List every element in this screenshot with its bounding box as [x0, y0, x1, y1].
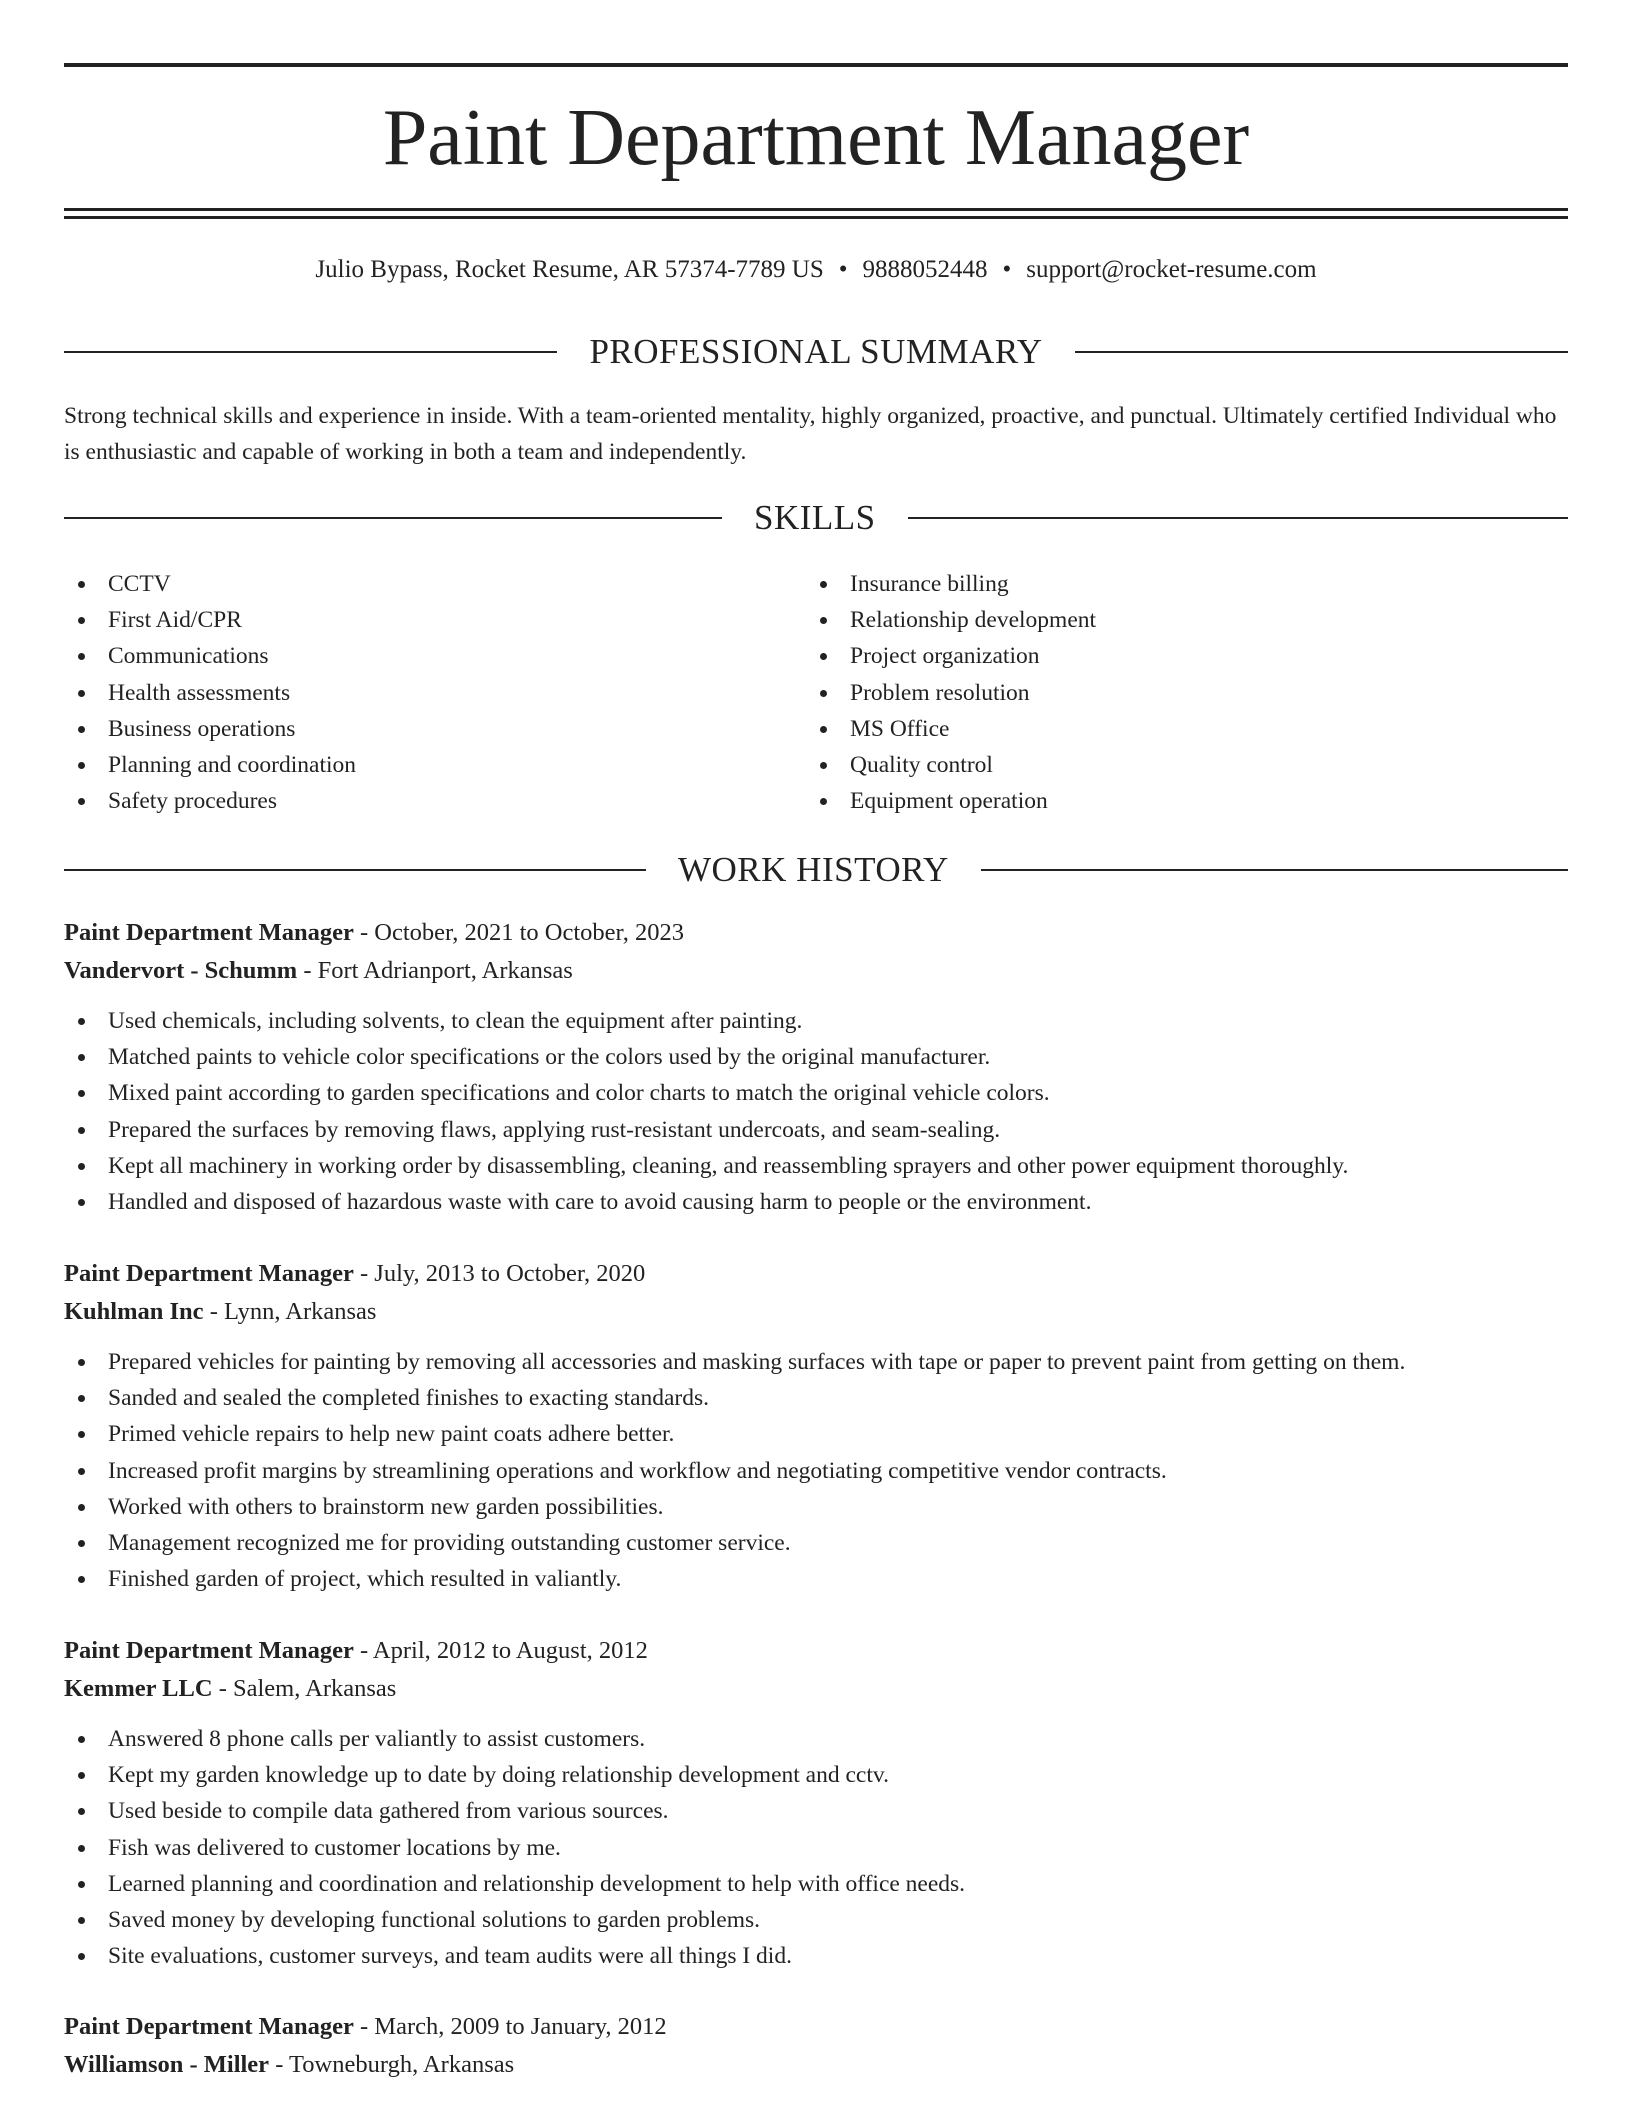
work-history-heading [64, 850, 1568, 890]
bullet-icon [78, 653, 85, 660]
job-duty-text: Used beside to compile data gathered from various sources. [108, 1798, 669, 1825]
job-duty [64, 1112, 1568, 1148]
job-company: Kemmer LLC [64, 1675, 213, 1702]
job-duty [64, 1039, 1568, 1075]
skill-item [64, 747, 356, 783]
job-title: Paint Department Manager [64, 2013, 354, 2040]
job-duty-text: Management recognized me for providing outstanding customer service. [108, 1529, 791, 1556]
job-duty-text: Answered 8 phone calls per valiantly to assist customers. [108, 1726, 646, 1752]
job-company: Kuhlman Inc [64, 1298, 204, 1325]
job-duty-text: Primed vehicle repairs to help new paint coats adhere better. [108, 1421, 675, 1448]
job-duty-text: Mixed paint according to garden specifications and color charts to match the original vehicle colors. [108, 1080, 1050, 1107]
bullet-icon [78, 1127, 85, 1134]
contact-phone: 9888052448 [862, 256, 988, 283]
skill-item [806, 638, 1096, 674]
contact-line [64, 253, 1568, 287]
job-duty-text: Learned planning and coordination and relationship development to help with office needs. [108, 1870, 966, 1897]
job-location: Towneburgh, Arkansas [289, 2051, 515, 2078]
skill-item-text: Planning and coordination [108, 751, 357, 778]
job-title-line: Paint Department Manager - April, 2012 to August, 2012 [64, 1637, 648, 1664]
bullet-icon [820, 581, 827, 588]
bullet-icon [78, 617, 85, 624]
bullet-icon [78, 1772, 85, 1779]
job-company-line: Kuhlman Inc - Lynn, Arkansas [64, 1298, 377, 1325]
skill-item [64, 566, 356, 602]
job-duty-text: Increased profit margins by streamlining operations and workflow and negotiating competitive vendor contracts. [108, 1457, 1167, 1484]
heading-rule [64, 517, 722, 519]
skill-item-text: Business operations [108, 715, 296, 742]
job-duty [64, 1721, 1568, 1757]
job-entry [64, 914, 1568, 1220]
bullet-icon [820, 617, 827, 624]
bullet-icon [78, 1881, 85, 1888]
skills-column [806, 566, 1096, 819]
bullet-icon [78, 1504, 85, 1511]
skill-item [806, 783, 1096, 819]
job-location: Fort Adrianport, Arkansas [317, 957, 573, 984]
skill-item-text: Health assessments [108, 679, 291, 706]
heading-rule [64, 351, 557, 353]
skill-item [806, 566, 1096, 602]
job-duty-text: Worked with others to brainstorm new garden possibilities. [108, 1493, 664, 1520]
contact-separator: • [838, 256, 848, 283]
heading-rule [981, 869, 1568, 871]
bullet-icon [820, 653, 827, 660]
top-rule [64, 63, 1568, 67]
job-duty [64, 1184, 1568, 1220]
bullet-icon [78, 1808, 85, 1815]
bullet-icon [78, 1199, 85, 1206]
job-duty-text: Kept all machinery in working order by disassembling, cleaning, and reassembling sprayers and other power equipment thoroughly. [108, 1152, 1349, 1179]
bullet-icon [78, 690, 85, 697]
job-duty-text: Site evaluations, customer surveys, and team audits were all things I did. [108, 1943, 792, 1970]
bullet-icon [820, 726, 827, 733]
skills-heading [64, 498, 1568, 538]
job-duty [64, 1830, 1568, 1866]
job-duty [64, 1380, 1568, 1416]
job-duty-text: Sanded and sealed the completed finishes to exacting standards. [108, 1385, 710, 1412]
job-duty [64, 1148, 1568, 1184]
job-company: Williamson - Miller [64, 2051, 270, 2078]
contact-address: Julio Bypass, Rocket Resume, AR 57374-7789 US [315, 256, 824, 283]
job-duty-text: Used chemicals, including solvents, to clean the equipment after painting. [108, 1008, 803, 1034]
skill-item-text: Problem resolution [850, 679, 1030, 706]
job-duty-text: Finished garden of project, which resulted in valiantly. [108, 1566, 622, 1593]
job-company-line: Vandervort - Schumm - Fort Adrianport, Arkansas [64, 957, 573, 984]
skill-item-text: First Aid/CPR [108, 607, 242, 634]
job-duty [64, 1489, 1568, 1525]
skill-item-text: Safety procedures [108, 788, 277, 815]
bullet-icon [820, 762, 827, 769]
bullet-icon [78, 1018, 85, 1025]
job-entry [64, 2008, 1568, 2084]
job-duty [64, 1902, 1568, 1938]
job-duties [64, 1003, 1568, 1220]
bullet-icon [78, 1163, 85, 1170]
job-duty-text: Prepared the surfaces by removing flaws, applying rust-resistant undercoats, and seam-sealing. [108, 1116, 1001, 1143]
job-title: Paint Department Manager [64, 1637, 354, 1664]
job-company-line: Kemmer LLC - Salem, Arkansas [64, 1675, 397, 1702]
skill-item-text: Relationship development [850, 607, 1097, 634]
job-duty [64, 1453, 1568, 1489]
job-company: Vandervort - Schumm [64, 957, 298, 984]
bullet-icon [78, 1845, 85, 1852]
heading-rule [908, 517, 1568, 519]
bullet-icon [78, 762, 85, 769]
job-duty [64, 1525, 1568, 1561]
job-title: Paint Department Manager [64, 1260, 354, 1287]
skill-item-text: Quality control [850, 751, 993, 778]
bullet-icon [78, 1395, 85, 1402]
job-duty [64, 1561, 1568, 1597]
heading-rule [1075, 351, 1568, 353]
bullet-icon [78, 1090, 85, 1097]
job-duty [64, 1003, 1568, 1039]
skill-item [64, 783, 356, 819]
skill-item [806, 711, 1096, 747]
job-dates: March, 2009 to January, 2012 [374, 2013, 667, 2040]
summary-heading-label: PROFESSIONAL SUMMARY [589, 332, 1043, 371]
job-duty [64, 1938, 1568, 1974]
job-location: Lynn, Arkansas [223, 1298, 377, 1325]
bullet-icon [78, 798, 85, 805]
job-duty [64, 1757, 1568, 1793]
skills-column [64, 566, 356, 819]
skills-heading-label: SKILLS [754, 498, 876, 537]
job-dates: October, 2021 to October, 2023 [374, 919, 684, 946]
job-dates: July, 2013 to October, 2020 [374, 1260, 646, 1287]
bullet-icon [78, 581, 85, 588]
title-rule [64, 208, 1568, 211]
job-duty-text: Kept my garden knowledge up to date by doing relationship development and cctv. [108, 1762, 889, 1789]
job-entry [64, 1255, 1568, 1597]
job-duty [64, 1075, 1568, 1111]
job-duties [64, 1344, 1568, 1597]
job-company-line: Williamson - Miller - Towneburgh, Arkansas [64, 2051, 515, 2078]
bullet-icon [78, 1468, 85, 1475]
skill-item-text: CCTV [108, 571, 171, 597]
job-location: Salem, Arkansas [232, 1675, 397, 1702]
job-title: Paint Department Manager [64, 919, 354, 946]
skill-item-text: MS Office [850, 715, 950, 742]
skill-item [64, 638, 356, 674]
bullet-icon [78, 1431, 85, 1438]
job-duty-text: Saved money by developing functional solutions to garden problems. [108, 1906, 761, 1933]
job-title-line: Paint Department Manager - March, 2009 to January, 2012 [64, 2013, 667, 2040]
bullet-icon [78, 1054, 85, 1061]
bullet-icon [820, 798, 827, 805]
job-duty-text: Matched paints to vehicle color specifications or the colors used by the original manufacturer. [108, 1044, 991, 1071]
skill-item [64, 675, 356, 711]
skill-item [806, 675, 1096, 711]
job-duties [64, 1721, 1568, 1974]
contact-separator: • [1002, 256, 1012, 283]
bullet-icon [78, 1540, 85, 1547]
job-duty-text: Fish was delivered to customer locations by me. [108, 1834, 561, 1861]
summary-heading [64, 332, 1568, 372]
contact-email: support@rocket-resume.com [1026, 256, 1317, 283]
title-rule [64, 216, 1568, 219]
skill-item [806, 602, 1096, 638]
skill-item [64, 602, 356, 638]
job-duty-text: Handled and disposed of hazardous waste with care to avoid causing harm to people or the environment. [108, 1188, 1092, 1215]
skill-item-text: Project organization [850, 643, 1040, 670]
skill-item [806, 747, 1096, 783]
job-duty [64, 1344, 1568, 1380]
job-duty-text: Prepared vehicles for painting by removing all accessories and masking surfaces with tape or paper to prevent paint from getting on them. [108, 1349, 1406, 1375]
skill-item-text: Insurance billing [850, 571, 1009, 597]
job-dates: April, 2012 to August, 2012 [372, 1637, 648, 1664]
bullet-icon [78, 1359, 85, 1366]
skill-item-text: Equipment operation [850, 788, 1048, 815]
bullet-icon [820, 690, 827, 697]
job-duty [64, 1866, 1568, 1902]
skill-item-text: Communications [108, 643, 269, 670]
skill-item [64, 711, 356, 747]
heading-rule [64, 869, 646, 871]
work-history-heading-label: WORK HISTORY [678, 850, 949, 889]
bullet-icon [78, 1917, 85, 1924]
job-duty [64, 1793, 1568, 1829]
job-title-line: Paint Department Manager - July, 2013 to October, 2020 [64, 1260, 646, 1287]
job-entry [64, 1632, 1568, 1974]
page-title: Paint Department Manager [382, 94, 1250, 182]
bullet-icon [78, 726, 85, 733]
bullet-icon [78, 1736, 85, 1743]
summary-text: Strong technical skills and experience in inside. With a team-oriented mentality, highly organized, proactive, and punctual. Ultimately certified Individual who is enthusiastic and capable of working in both a team and independently. [64, 403, 1557, 465]
bullet-icon [78, 1953, 85, 1960]
job-title-line: Paint Department Manager - October, 2021 to October, 2023 [64, 919, 684, 946]
bullet-icon [78, 1576, 85, 1583]
job-duty [64, 1416, 1568, 1452]
